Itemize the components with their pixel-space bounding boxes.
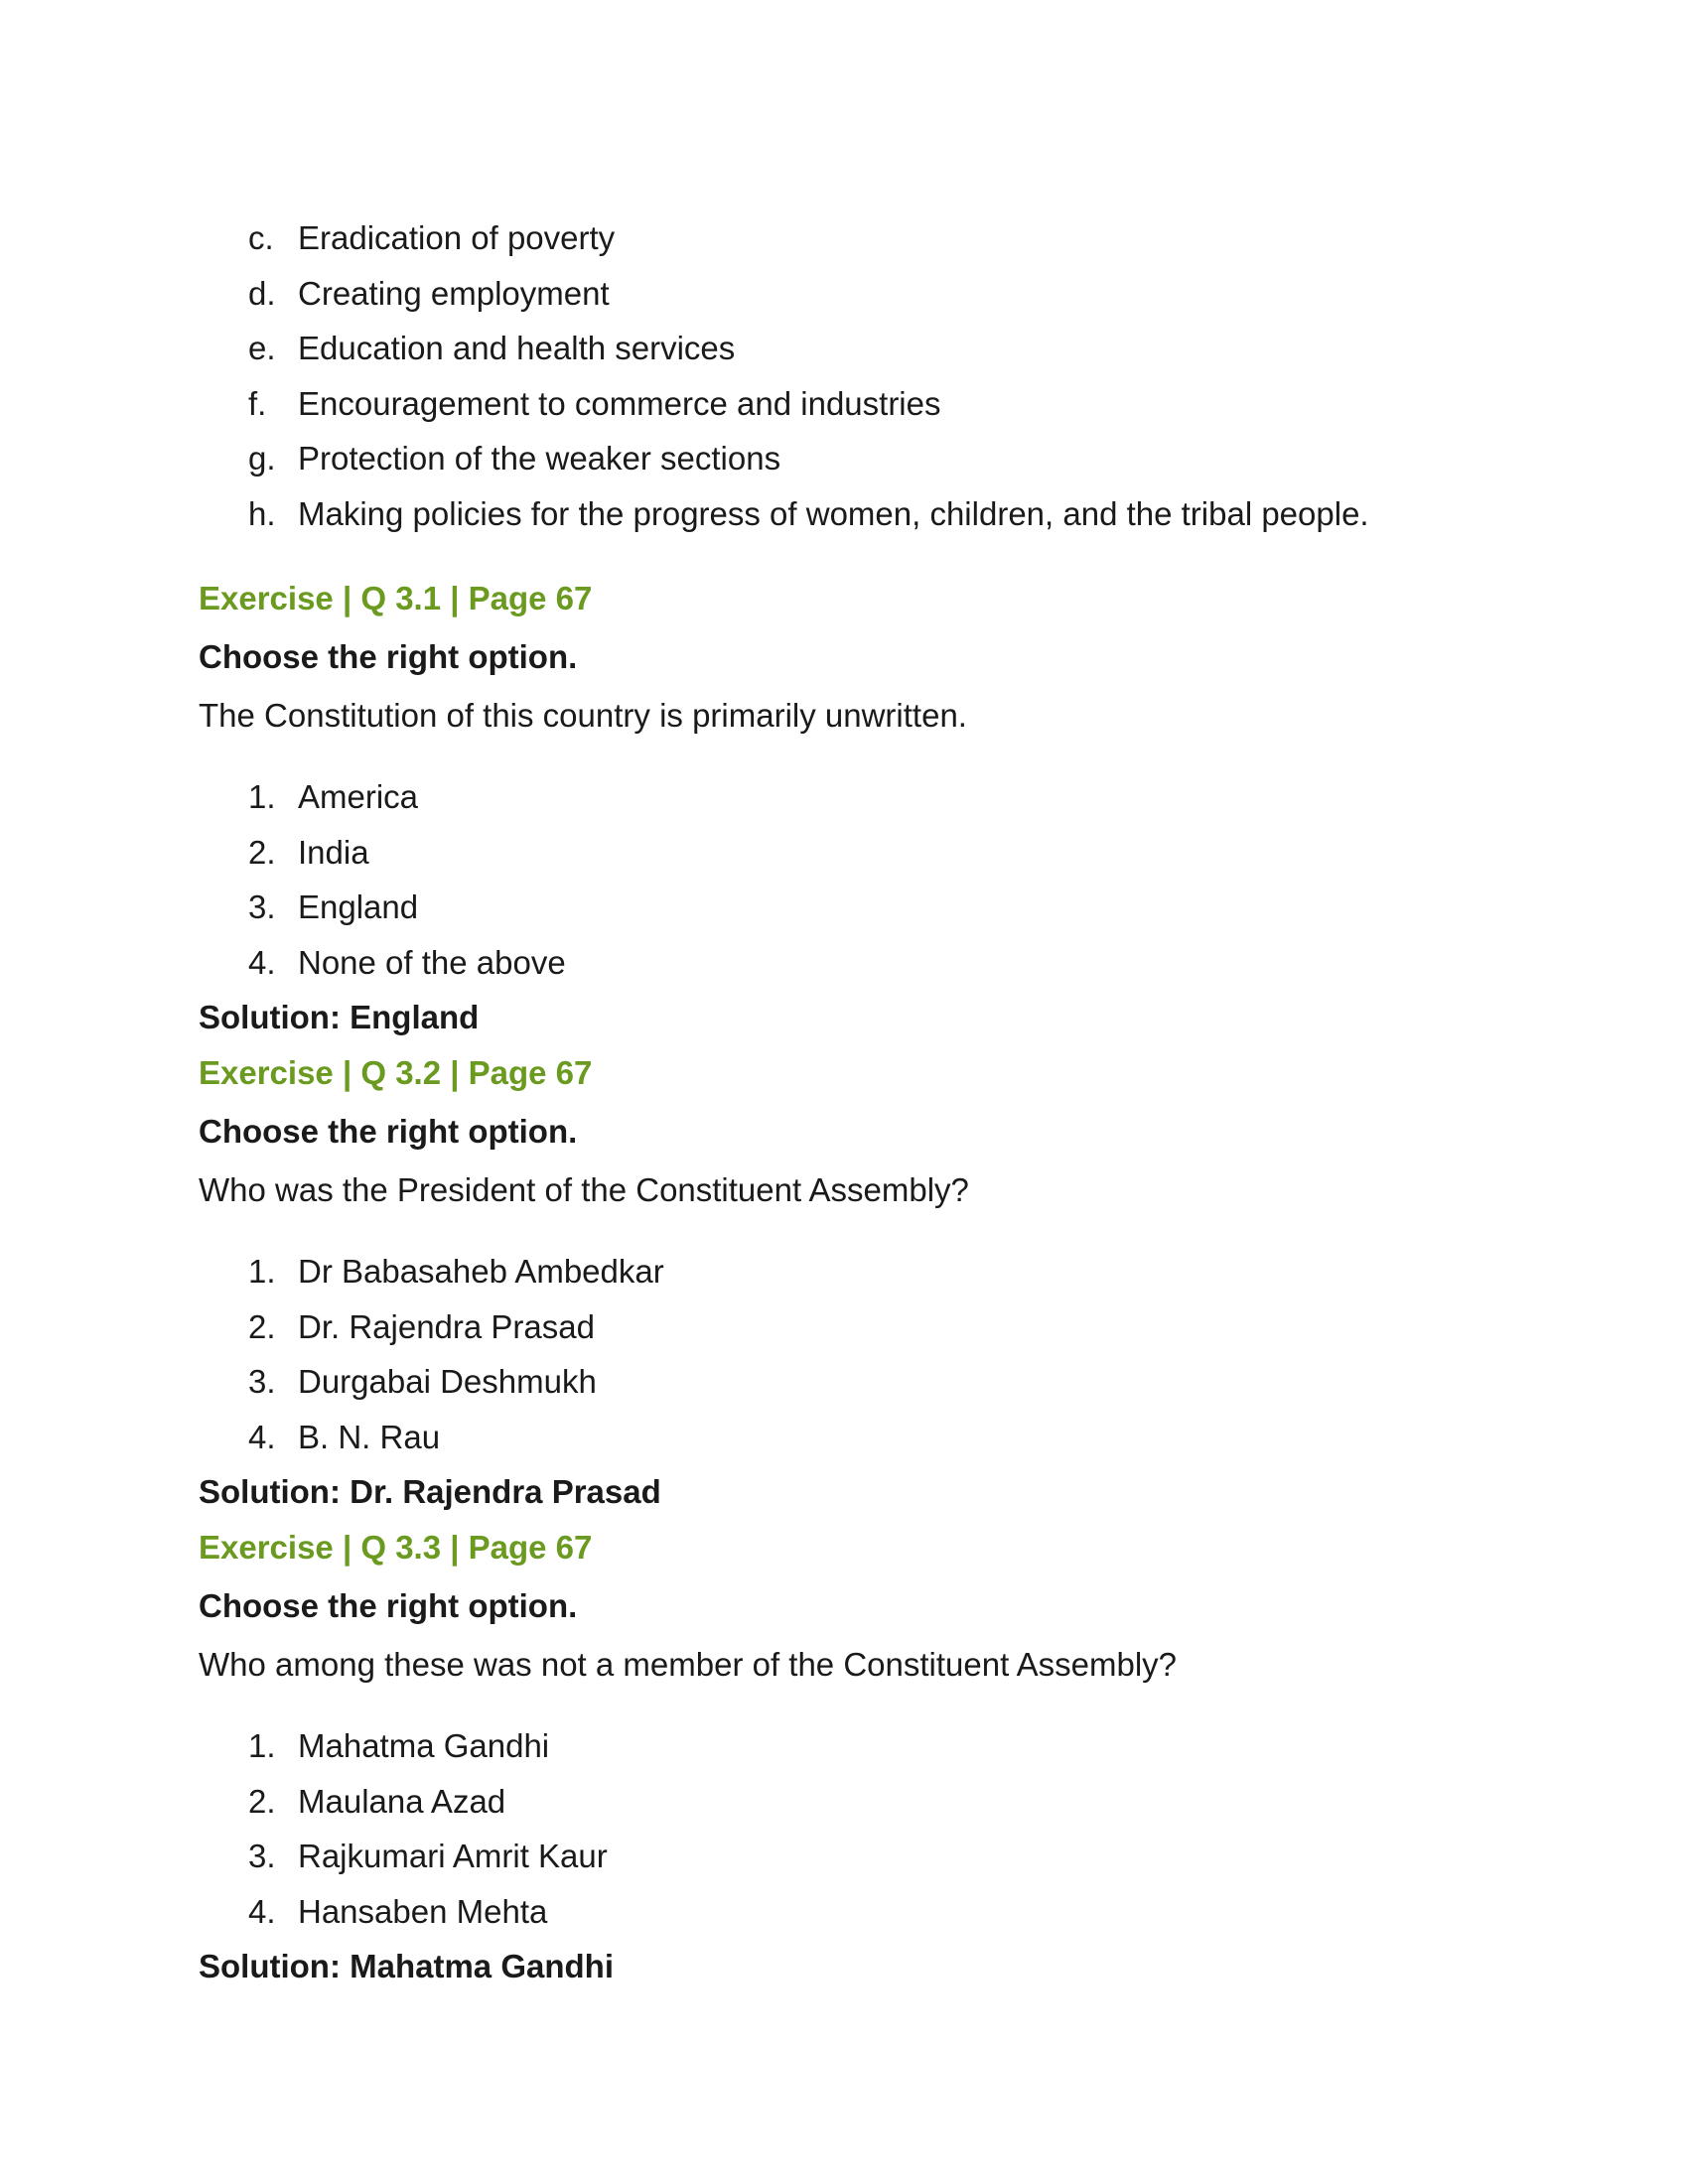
solution-text: Solution: England (199, 999, 480, 1035)
question-prompt: Choose the right option. (199, 1113, 578, 1150)
option-number: 1. (248, 778, 276, 815)
option-text: Hansaben Mehta (298, 1892, 548, 1930)
list-item (199, 431, 1489, 486)
section-spacer (199, 541, 1489, 577)
option-number: 4. (248, 1892, 276, 1930)
list-marker: g. (248, 440, 276, 477)
option-text: Mahatma Gandhi (298, 1727, 550, 1764)
intro-list (199, 210, 1489, 541)
question-prompt: Choose the right option. (199, 638, 578, 675)
option-text: America (298, 778, 419, 815)
list-text: Eradication of poverty (298, 219, 616, 256)
list-marker: c. (248, 219, 274, 256)
option-item (199, 1718, 1489, 1774)
options-list (199, 1718, 1489, 1939)
list-item (199, 210, 1489, 266)
option-text: Rajkumari Amrit Kaur (298, 1838, 608, 1874)
question-prompt: Choose the right option. (199, 1587, 578, 1624)
option-text: Dr Babasaheb Ambedkar (298, 1253, 664, 1290)
list-item (199, 266, 1489, 322)
option-item (199, 880, 1489, 935)
option-text: Dr. Rajendra Prasad (298, 1307, 595, 1345)
option-number: 2. (248, 833, 276, 871)
list-text: Education and health services (298, 330, 736, 366)
list-text: Encouragement to commerce and industries (298, 384, 941, 422)
solution-text: Solution: Mahatma Gandhi (199, 1948, 614, 1984)
question-text: Who was the President of the Constituent Assembly? (199, 1171, 969, 1208)
option-item (199, 1829, 1489, 1884)
exercise-header: Exercise | Q 3.1 | Page 67 (199, 580, 593, 616)
exercise-block (199, 1526, 1489, 1988)
list-text: Protection of the weaker sections (298, 440, 781, 477)
exercise-header: Exercise | Q 3.3 | Page 67 (199, 1529, 593, 1566)
option-number: 4. (248, 1418, 276, 1455)
option-item (199, 1354, 1489, 1410)
question-text: The Constitution of this country is primarily unwritten. (199, 697, 967, 734)
option-item (199, 1244, 1489, 1299)
option-item (199, 769, 1489, 825)
option-number: 2. (248, 1307, 276, 1345)
option-number: 1. (248, 1253, 276, 1290)
option-item (199, 1410, 1489, 1465)
list-marker: e. (248, 330, 276, 366)
list-item (199, 321, 1489, 376)
option-item (199, 1774, 1489, 1830)
option-number: 3. (248, 1363, 276, 1400)
list-text: Making policies for the progress of women, children, and the tribal people. (298, 494, 1369, 532)
option-number: 4. (248, 943, 276, 981)
question-text: Who among these was not a member of the Constituent Assembly? (199, 1646, 1178, 1683)
option-item (199, 1884, 1489, 1940)
list-item (199, 486, 1489, 542)
option-text: England (298, 888, 419, 925)
option-number: 1. (248, 1727, 276, 1764)
solution-text: Solution: Dr. Rajendra Prasad (199, 1473, 661, 1510)
option-item (199, 935, 1489, 991)
exercise-header: Exercise | Q 3.2 | Page 67 (199, 1054, 593, 1091)
options-list (199, 1244, 1489, 1464)
option-number: 3. (248, 1838, 276, 1874)
list-marker: d. (248, 274, 276, 312)
exercise-block (199, 577, 1489, 1039)
option-item (199, 1299, 1489, 1355)
option-text: Maulana Azad (298, 1782, 506, 1820)
option-text: None of the above (298, 943, 566, 981)
option-text: India (298, 833, 369, 871)
list-marker: f. (248, 384, 267, 422)
list-marker: h. (248, 494, 276, 532)
option-text: B. N. Rau (298, 1418, 441, 1455)
list-text: Creating employment (298, 274, 610, 312)
section-spacer (199, 1039, 1489, 1051)
exercise-block (199, 1051, 1489, 1514)
options-list (199, 769, 1489, 990)
section-spacer (199, 1514, 1489, 1526)
list-item (199, 376, 1489, 432)
page-content (199, 210, 1489, 1988)
option-number: 3. (248, 888, 276, 925)
option-text: Durgabai Deshmukh (298, 1363, 597, 1400)
option-item (199, 825, 1489, 881)
option-number: 2. (248, 1782, 276, 1820)
